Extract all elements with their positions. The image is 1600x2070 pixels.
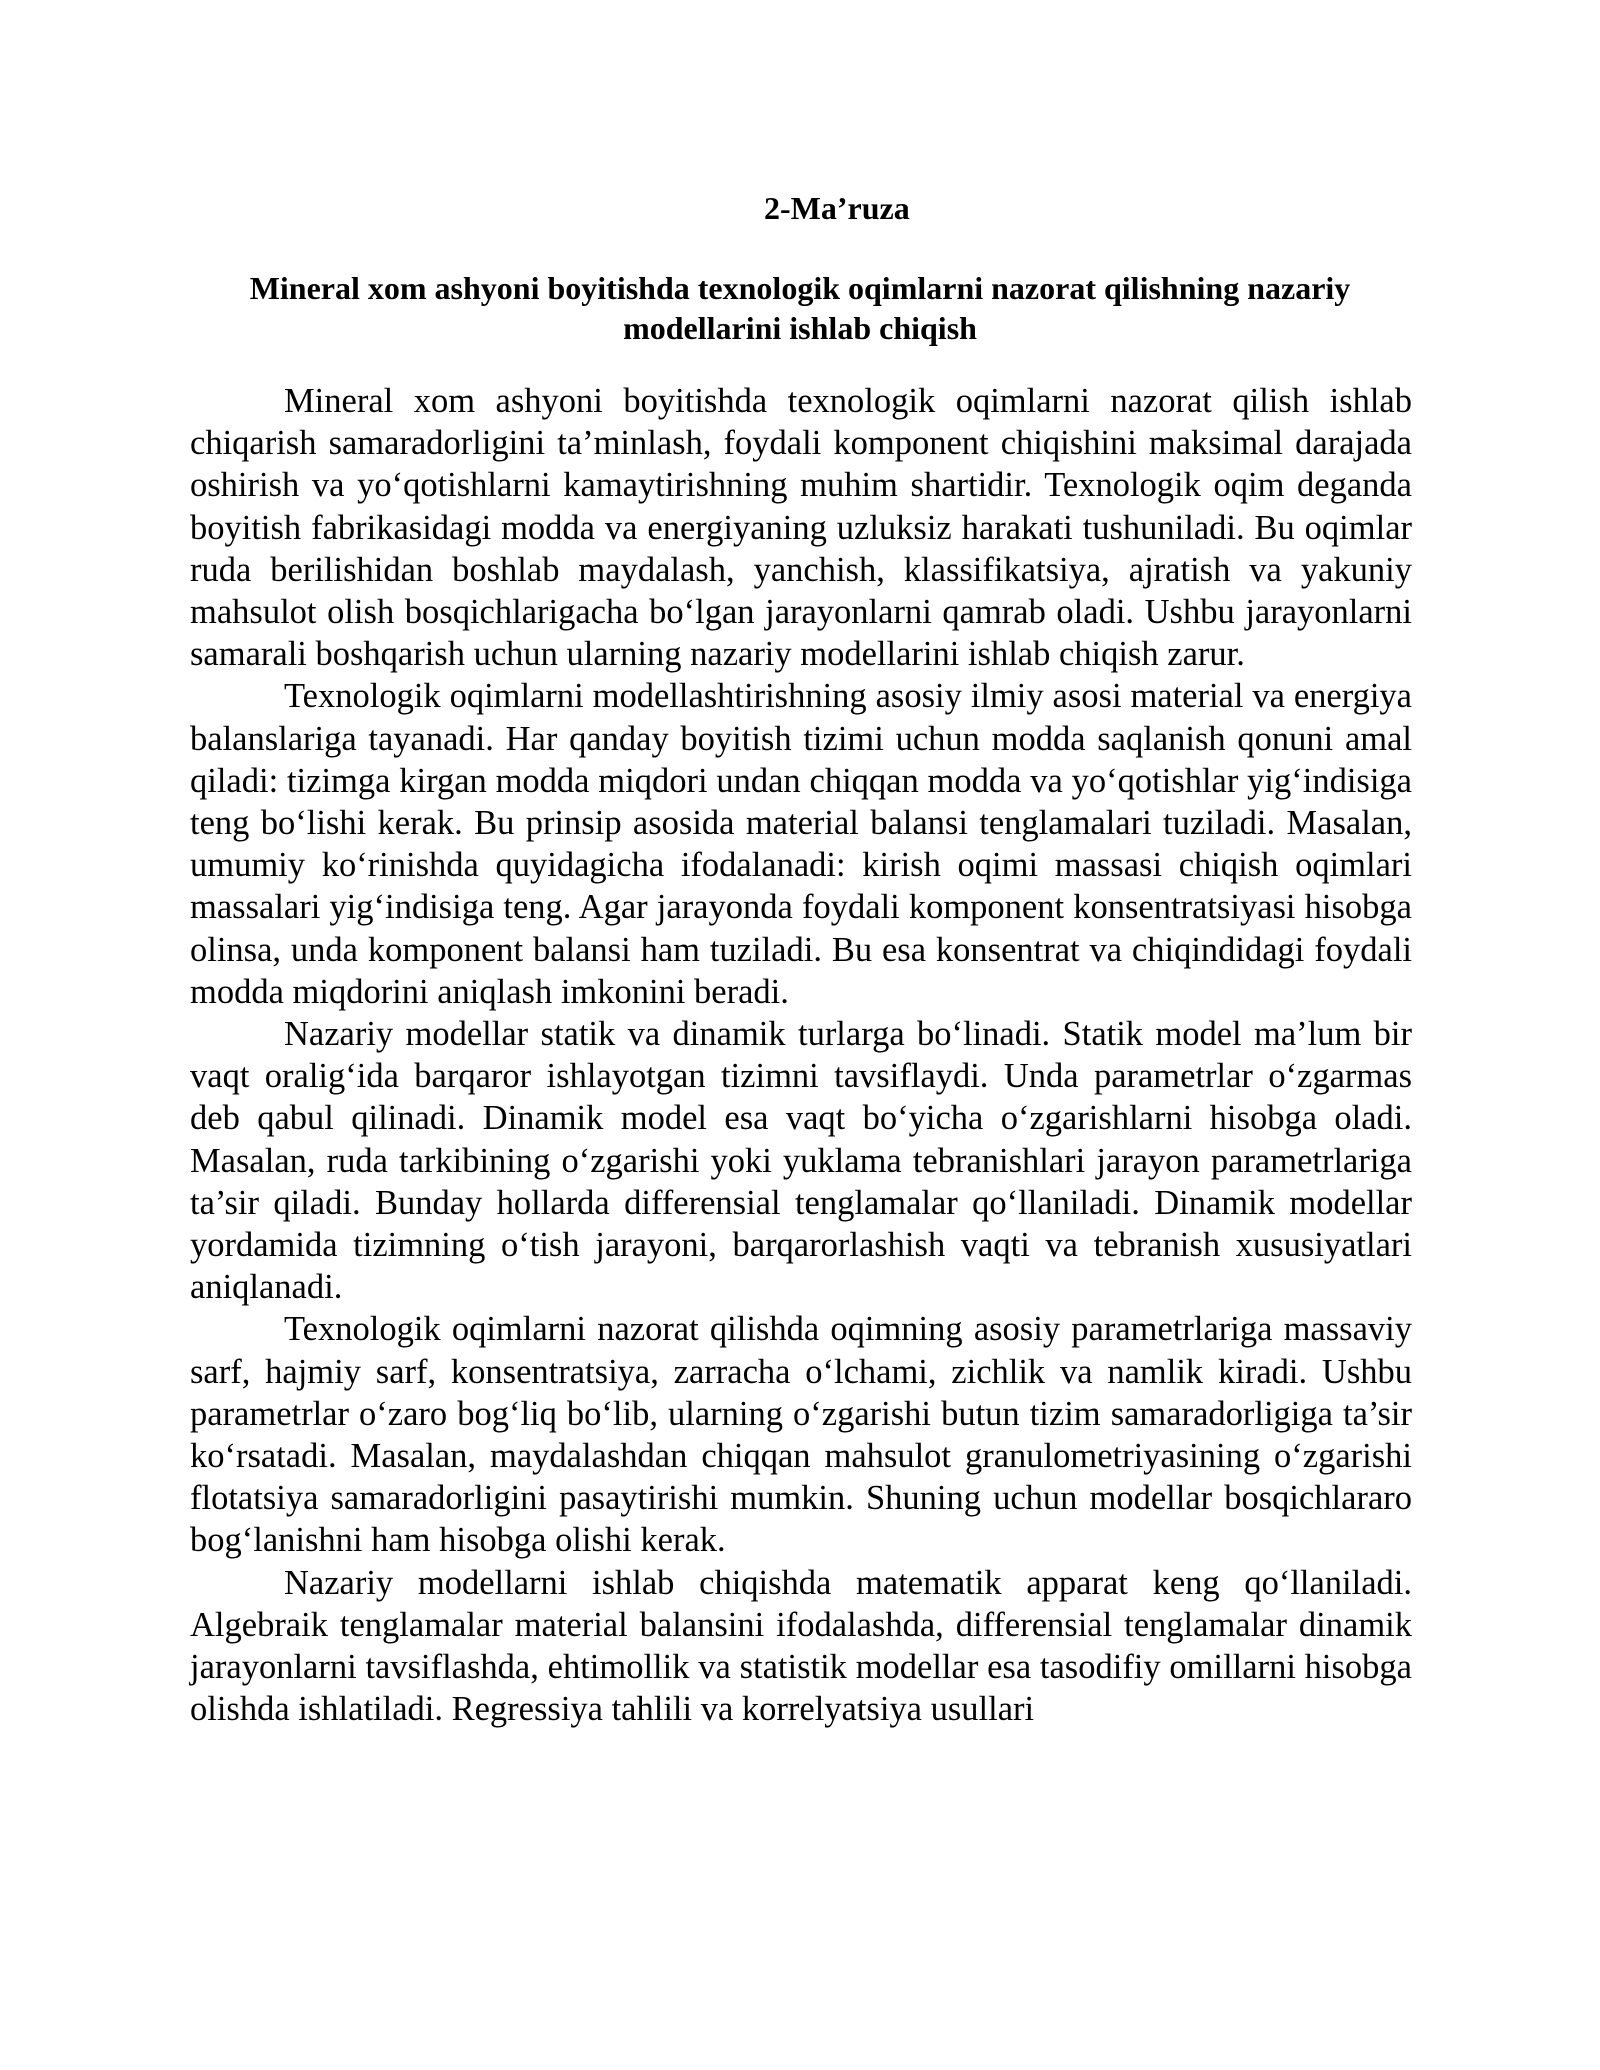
paragraph: Texnologik oqimlarni nazorat qilishda oqimning asosiy parametrlariga massaviy sarf, hajmiy sarf, konsentratsiya, zarracha o‘lchami, zichlik va namlik kiradi. Ushbu parametrlar o‘zaro bog‘liq bo‘lib, ularning o‘zgarishi butun tizim samaradorligiga ta’sir ko‘rsatadi. Masalan, maydalashdan chiqqan mahsulot granulometriyasining o‘zgarishi flotatsiya samaradorligini pasaytirishi mumkin. Shuning uchun modellar bosqichlararo bog‘lanishni ham hisobga olishi kerak.	[190, 1310, 1412, 1560]
paragraph: Texnologik oqimlarni modellashtirishning asosiy ilmiy asosi material va energiya balanslariga tayanadi. Har qanday boyitish tizimi uchun modda saqlanish qonuni amal qiladi: tizimga kirgan modda miqdori undan chiqqan modda va yo‘qotishlar yig‘indisiga teng bo‘lishi kerak. Bu prinsip asosida material balansi tenglamalari tuziladi. Masalan, umumiy ko‘rinishda quyidagicha ifodalanadi: kirish oqimi massasi chiqish oqimlari massalari yig‘indisiga teng. Agar jarayonda foydali komponent konsentratsiyasi hisobga olinsa, unda komponent balansi ham tuziladi. Bu esa konsentrat va chiqindidagi foydali modda miqdorini aniqlash imkonini beradi.	[190, 677, 1412, 1011]
paragraph: Nazariy modellar statik va dinamik turlarga bo‘linadi. Statik model ma’lum bir vaqt oralig‘ida barqaror ishlayotgan tizimni tavsiflaydi. Unda parametrlar o‘zgarmas deb qabul qilinadi. Dinamik model esa vaqt bo‘yicha o‘zgarishlarni hisobga oladi. Masalan, ruda tarkibining o‘zgarishi yoki yuklama tebranishlari jarayon parametrlariga ta’sir qiladi. Bunday hollarda differensial tenglamalar qo‘llaniladi. Dinamik modellar yordamida tizimning o‘tish jarayoni, barqarorlashish vaqti va tebranish xususiyatlari aniqlanadi.	[190, 1015, 1412, 1307]
lecture-number: 2-Ma’ruza	[764, 190, 910, 226]
paragraph: Mineral xom ashyoni boyitishda texnologik oqimlarni nazorat qilish ishlab chiqarish samaradorligini ta’minlash, foydali komponent chiqishini maksimal darajada oshirish va yo‘qotishlarni kamaytirishning muhim shartidir. Texnologik oqim deganda boyitish fabrikasidagi modda va energiyaning uzluksiz harakati tushuniladi. Bu oqimlar ruda berilishidan boshlab maydalash, yanchish, klassifikatsiya, ajratish va yakuniy mahsulot olish bosqichlarigacha bo‘lgan jarayonlarni qamrab oladi. Ushbu jarayonlarni samarali boshqarish uchun ularning nazariy modellarini ishlab chiqish zarur.	[190, 382, 1412, 674]
document-body	[190, 380, 1412, 1731]
lecture-title: Mineral xom ashyoni boyitishda texnologik oqimlarni nazorat qilishning nazariy modellarini ishlab chiqish	[249, 270, 1351, 346]
paragraph: Nazariy modellarni ishlab chiqishda matematik apparat keng qo‘llaniladi. Algebraik tenglamalar material balansini ifodalashda, differensial tenglamalar dinamik jarayonlarni tavsiflashda, ehtimollik va statistik modellar esa tasodifiy omillarni hisobga olishda ishlatiladi. Regressiya tahlili va korrelyatsiya usullari	[190, 1563, 1412, 1729]
